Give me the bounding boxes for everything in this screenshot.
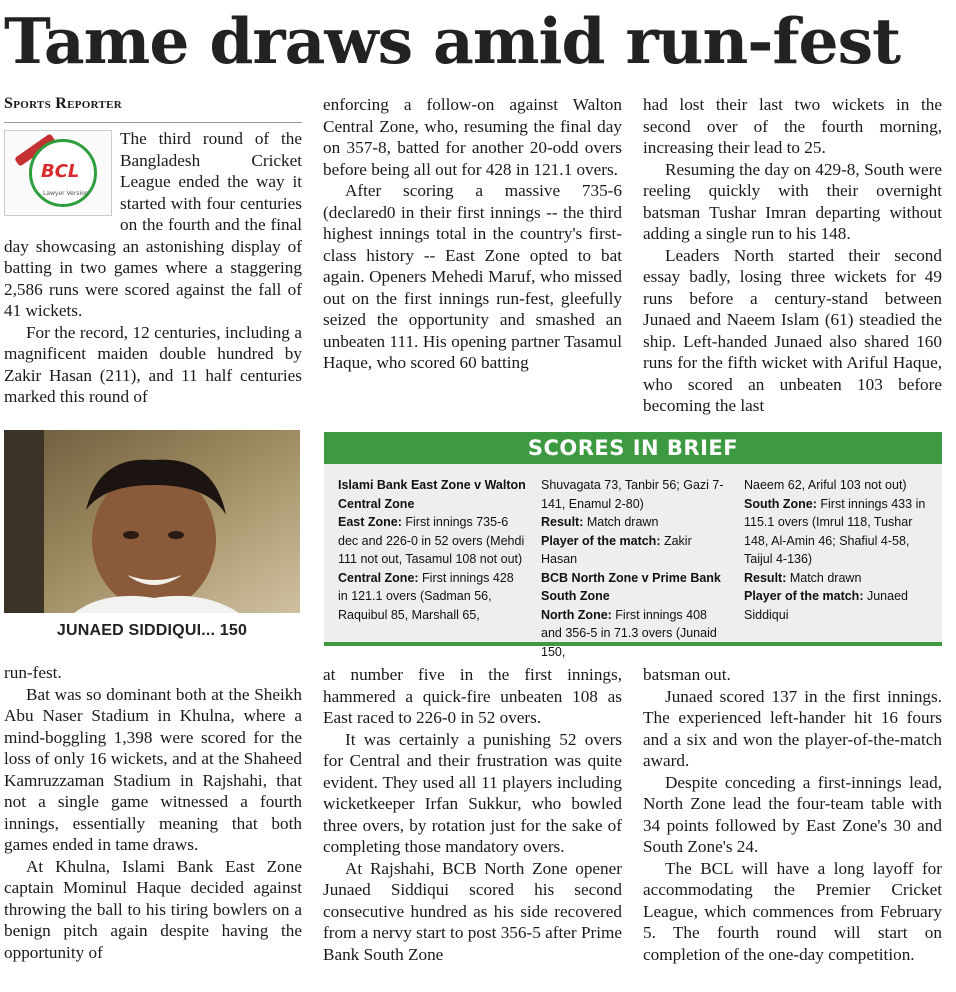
article-paragraph: It was certainly a punishing 52 overs for Central and their frustration was quite evident. They used all 11 players including wicketkeeper Irfan Sukkur, who bowled three overs, by rotation just for the sake of completing those mandatory overs. (323, 729, 622, 856)
team-label: North Zone: (541, 607, 612, 622)
article-paragraph: The BCL will have a long layoff for accommodating the Premier Cricket League, which commences from February 5. The fourth round will start on completion of the one-day competition. (643, 858, 942, 964)
article-paragraph: Bat was so dominant both at the Sheikh Abu Naser Stadium in Khulna, where a mind-boggling 1,398 were scored for the loss of only 16 wickets, and at the Shaheed Kamruzzaman Stadium in Rajshahi, that not a single game witnessed a fourth innings, essentially meaning that both games ended in tame draws. (4, 684, 302, 854)
match-heading: Islami Bank East Zone v Walton Central Zone (338, 478, 526, 511)
article-paragraph: Despite conceding a first-innings lead, North Zone lead the four-team table with 34 points followed by East Zone's 30 and South Zone's 24. (643, 772, 942, 856)
headline: Tame draws amid run-fest (4, 4, 901, 78)
score-text: Shuvagata 73, Tanbir 56; Gazi 7-141, Enamul 2-80) (541, 478, 724, 511)
column-1-bottom (4, 662, 302, 963)
team-label: South Zone: (744, 496, 817, 511)
byline-rule (4, 122, 302, 123)
article-paragraph: Junaed scored 137 in the first innings. The experienced left-hander hit 16 fours and a six and won the player-of-the-match award. (643, 686, 942, 770)
potm-text: Junaed Siddiqui (744, 589, 908, 622)
article-paragraph: enforcing a follow-on against Walton Central Zone, who, resuming the final day on 357-8, batted for another 20-odd overs before being all out for 428 in 121.1 overs. (323, 95, 622, 179)
player-photo (4, 430, 300, 613)
result-text: Match drawn (786, 570, 862, 585)
scores-column-3 (744, 476, 932, 624)
article-paragraph: At Rajshahi, BCB North Zone opener Junaed Siddiqui scored his second consecutive hundred as his side recovered from a nervy start to post 356-5 after Prime Bank South Zone (323, 858, 622, 964)
column-2-bottom (323, 664, 622, 965)
article-paragraph: at number five in the first innings, hammered a quick-fire unbeaten 108 as East raced to 226-0 in 52 overs. (323, 665, 622, 727)
article-paragraph: Resuming the day on 429-8, South were reeling quickly with their overnight batsman Tushar Imran departing without adding a single run to his 148. (643, 159, 942, 243)
article-paragraph: batsman out. (643, 665, 731, 684)
score-text: First innings 433 in 115.1 overs (Imrul 118, Tushar 148, Al-Amin 46; Shafiul 4-58, Taijul 4-136) (744, 496, 926, 566)
potm-text: Zakir Hasan (541, 533, 692, 566)
result-text: Match drawn (583, 515, 659, 529)
scores-column-1 (338, 476, 526, 624)
article-paragraph: Leaders North started their second essay badly, losing three wickets for 49 runs before a century-stand between Junaed and Naeem Islam (61) steadied the ship. Left-handed Junaed also shared 160 runs for the fifth wicket with Ariful Haque, who scored an unbeaten 103 before becoming the last (643, 245, 942, 415)
player-photo-illustration (4, 430, 300, 613)
byline: Sports Reporter (4, 95, 123, 112)
scores-in-brief-box (324, 432, 942, 659)
bcl-logo (4, 130, 112, 216)
article-paragraph: had lost their last two wickets in the second over of the fourth morning, increasing their lead to 25. (643, 95, 942, 157)
team-label: East Zone: (338, 515, 402, 529)
photo-caption: JUNAED SIDDIQUI... 150 (56, 622, 248, 639)
article-paragraph: run-fest. (4, 663, 62, 682)
article-paragraph: After scoring a massive 735-6 (declared0 in their first innings -- the third highest innings total in the country's first-class history -- East Zone opted to bat again. Openers Mehedi Maruf, who missed out on the first innings run-fest, gleefully seized the opportunity and smashed an unbeaten 111. His opening partner Tasamul Haque, who scored 60 batting (323, 181, 622, 372)
logo-text: BCL (41, 161, 80, 182)
article-paragraph: At Khulna, Islami Bank East Zone captain Mominul Haque decided against throwing the ball to his tiring bowlers on a benign pitch again despite having the opportunity of (4, 856, 302, 962)
logo-subtitle: Lawyer Version (43, 190, 89, 197)
scores-title: SCORES IN BRIEF (324, 432, 942, 464)
column-3-bottom (643, 664, 942, 965)
column-2-top (323, 94, 622, 374)
score-text: First innings 408 and 356-5 in 71.3 overs (Junaid 150, (541, 607, 717, 659)
score-text: Naeem 62, Ariful 103 not out) (744, 478, 907, 492)
article-paragraph: For the record, 12 centuries, including a magnificent maiden double hundred by Zakir Hasan (211), and 11 half centuries marked this round of (4, 322, 302, 406)
article-paragraph: The third round of the Bangladesh Cricket League ended the way it started with four centuries on the fourth and the final day showcasing an astonishing display of batting in two games where a staggering 2,586 runs were scored against the fall of 41 wickets. (4, 129, 302, 320)
score-text: First innings 735-6 dec and 226-0 in 52 overs (Mehdi 111 not out, Tasamul 108 not out) (338, 515, 525, 566)
team-label: Central Zone: (338, 570, 419, 585)
scores-column-2 (541, 476, 729, 661)
score-text: First innings 428 in 121.1 overs (Sadman 56, Raquibul 85, Marshall 65, (338, 570, 514, 622)
column-3-top (643, 94, 942, 417)
column-1-top (4, 128, 302, 408)
potm-label: Player of the match: (541, 533, 661, 548)
match-heading: BCB North Zone v Prime Bank South Zone (541, 570, 721, 603)
result-label: Result: (744, 570, 787, 585)
potm-label: Player of the match: (744, 589, 864, 603)
result-label: Result: (541, 515, 584, 529)
